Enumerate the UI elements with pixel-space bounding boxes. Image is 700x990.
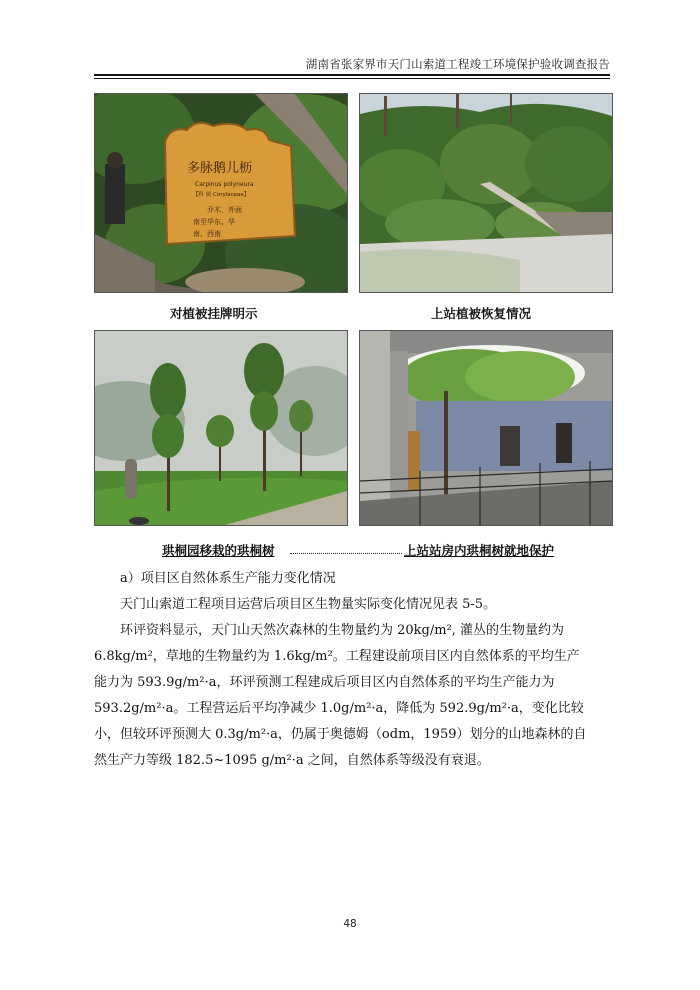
caption-plant-sign: 对植被挂牌明示 [170,306,258,321]
photo-station-vegetation [359,93,613,293]
caption-station-vegetation: 上站植被恢复情况 [431,306,532,321]
body-line-3: 能力为 593.9g/m²·a，环评预测工程建成后项目区内自然体系的平均生产能力为 [94,675,555,690]
intro-paragraph: 天门山索道工程项目运营后项目区生物量实际变化情况见表 5-5。 [120,597,497,612]
sign-family: 【科 属 Corylaceae】 [193,192,250,198]
sign-latin: Carpinus polyneura [195,181,254,188]
photo-plant-sign [94,93,348,293]
header-rule-thin [94,78,610,79]
sign-desc-1: 乔木，外面 [207,206,242,214]
sign-title: 多脉鹅儿枥 [187,161,253,176]
caption-dove-tree-grove: 珙桐园移栽的珙桐树 [162,543,275,558]
caption-station-tree-protection: 上站站房内珙桐树就地保护 [404,543,555,558]
sign-desc-2: 南至华东、华 [193,218,235,226]
page-number: 48 [343,918,357,930]
body-line-1: 环评资料显示，天门山天然次森林的生物量约为 20kg/m², 灌丛的生物量约为 [120,623,565,638]
photo-dove-tree-grove [94,330,348,526]
sign-desc-3: 南、西南 [193,230,221,238]
body-line-6: 然生产力等级 182.5~1095 g/m²·a 之间，自然体系等级没有衰退。 [94,753,490,768]
body-line-2: 6.8kg/m²，草地的生物量约为 1.6kg/m²。工程建设前项目区内自然体系的平均生产 [94,649,580,664]
photo-station-tree-protection [359,330,613,526]
body-paragraph [94,618,610,774]
section-heading: a）项目区自然体系生产能力变化情况 [120,571,336,586]
header-rule [94,74,610,76]
body-line-4: 593.2g/m²·a。工程营运后平均净减少 1.0g/m²·a，降低为 592.9g/m²·a，变化比较 [94,701,584,716]
body-line-5: 小，但较环评预测大 0.3g/m²·a，仍属于奥德姆（odm，1959）划分的山地森林的自 [94,727,587,742]
running-header: 湖南省张家界市天门山索道工程竣工环境保护验收调查报告 [305,57,610,71]
caption-leader-line [290,553,402,554]
